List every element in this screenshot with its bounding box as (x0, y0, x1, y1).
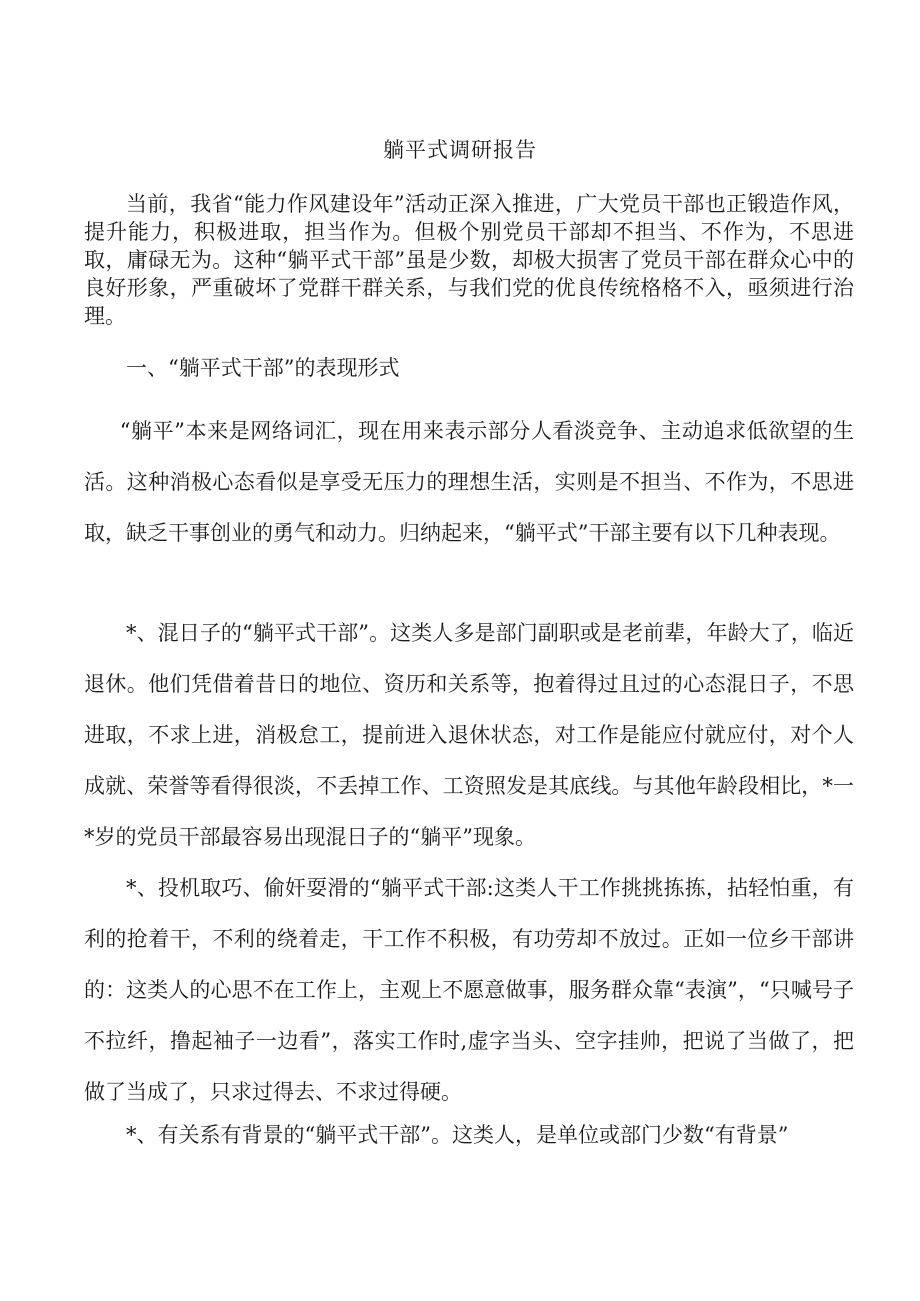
intro-paragraph: 当前，我省“能力作风建设年”活动正深入推进，广大党员干部也正锻造作风，提升能力，积极进取，担当作为。但极个别党员干部却不担当、不作为，不思进取，庸碌无为。这种“躺平式干部”虽是少数，却极大损害了党员干部在群众心中的良好形象，严重破坏了党群干群关系，与我们党的优良传统格格不入，亟须进行治理。 (84, 192, 854, 328)
body-paragraph: “躺平”本来是网络词汇，现在用来表示部分人看淡竞争、主动追求低欲望的生活。这种消极心态看似是享受无压力的理想生活，实则是不担当、不作为，不思进取，缺乏干事创业的勇气和动力。归纳起来，“躺平式”干部主要有以下几种表现。 (84, 419, 854, 545)
body-paragraph: *、有关系有背景的“躺平式干部”。这类人，是单位或部门少数“有背景” (126, 1123, 789, 1147)
body-paragraph: *、投机取巧、偷奸耍滑的“躺平式干部:这类人干工作挑挑拣拣，拈轻怕重，有利的抢着干，不利的绕着走，干工作不积极，有功劳却不放过。正如一位乡干部讲的：这类人的心思不在工作上，主观上不愿意做事，服务群众靠“表演”，“只喊号子不拉纤，撸起袖子一边看”，落实工作时,虚字当头、空字挂帅，把说了当做了，把做了当成了，只求过得去、不求过得硬。 (84, 876, 854, 1104)
section-heading: 一、“躺平式干部”的表现形式 (126, 356, 400, 380)
document-title: 躺平式调研报告 (383, 138, 537, 162)
body-paragraph: *、混日子的“躺平式干部”。这类人多是部门副职或是老前辈，年龄大了，临近退休。他们凭借着昔日的地位、资历和关系等，抱着得过且过的心态混日子，不思进取，不求上进，消极怠工，提前进入退休状态，对工作是能应付就应付，对个人成就、荣誉等看得很淡，不丢掉工作、工资照发是其底线。与其他年龄段相比，*一*岁的党员干部最容易出现混日子的“躺平”现象。 (84, 621, 854, 849)
